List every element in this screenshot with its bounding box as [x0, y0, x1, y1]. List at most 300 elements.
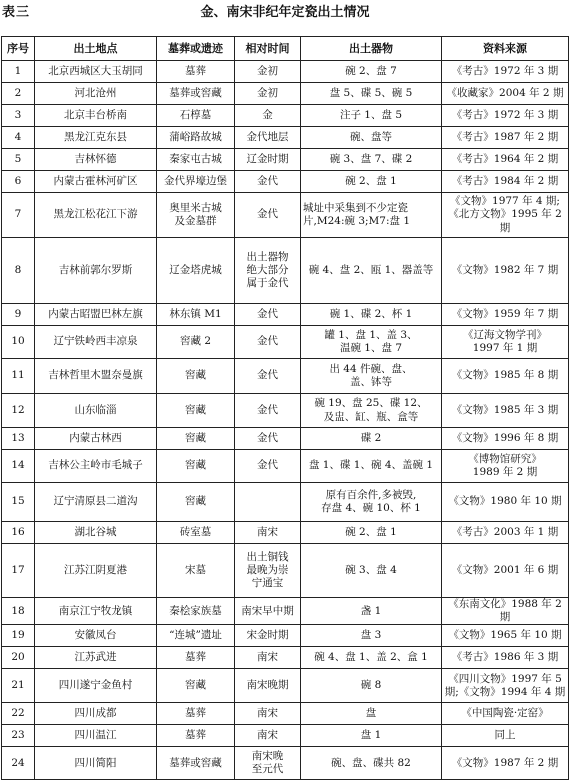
cell-location-text: 四川简阳 [74, 756, 117, 769]
cell-period-text: 南宋早中期 [241, 604, 294, 617]
cell-site [157, 703, 235, 725]
cell-site [157, 428, 235, 450]
cell-source [442, 83, 569, 105]
cell-no [2, 105, 35, 127]
cell-no-text: 15 [11, 495, 25, 508]
cell-items-text: 盘 5、碟 5、碗 5 [329, 86, 413, 99]
cell-no-text: 19 [11, 629, 25, 642]
cell-items [301, 193, 442, 238]
cell-period [235, 83, 301, 105]
cell-site [157, 544, 235, 598]
cell-source-text: 《文物》2001 年 6 期 [451, 563, 559, 576]
cell-source-text: 《文物》1987 年 2 期 [451, 756, 559, 769]
cell-source-text: 《四川文物》1997 年 5 期;《文物》1994 年 4 期 [444, 672, 566, 698]
cell-site-text: 秦桧家族墓 [169, 604, 222, 617]
cell-source [442, 326, 569, 359]
cell-location-text: 四川温江 [74, 729, 117, 742]
cell-source [442, 669, 569, 703]
cell-site-text: 砖室墓 [179, 525, 212, 538]
cell-source [442, 428, 569, 450]
cell-items-text: 碗 4、盘 1、盖 2、盒 1 [314, 651, 428, 664]
table-row [2, 238, 569, 304]
cell-items-text: 碗、盘等 [350, 130, 392, 143]
cell-site-text: 辽金塔虎城 [169, 263, 222, 276]
cell-period-text: 金代 [257, 403, 278, 416]
cell-items [301, 428, 442, 450]
cell-no [2, 647, 35, 669]
cell-location-text: 南京江宁牧龙镇 [58, 604, 133, 617]
cell-items [301, 171, 442, 193]
cell-site-text: 金代界壕边堡 [164, 174, 227, 187]
cell-location [35, 647, 157, 669]
cell-site [157, 61, 235, 83]
table-row [2, 326, 569, 359]
cell-no-text: 17 [11, 563, 25, 576]
cell-source-text: 《博物馆研究》 1989 年 2 期 [468, 452, 542, 478]
cell-site [157, 105, 235, 127]
cell-source [442, 359, 569, 394]
cell-source-text: 《文物》1980 年 10 期 [448, 495, 562, 508]
cell-site-text: 墓葬 [185, 651, 206, 664]
cell-location [35, 483, 157, 522]
cell-no [2, 304, 35, 326]
data-table [1, 36, 569, 780]
cell-site-text: “连城”遗址 [169, 629, 222, 642]
cell-period [235, 149, 301, 171]
cell-site-text: 窖藏 [185, 459, 206, 472]
cell-no-text: 3 [14, 108, 22, 121]
cell-items-text: 城址中采集到不少定瓷片,M24:碗 3;M7:盘 1 [303, 201, 411, 227]
cell-site [157, 193, 235, 238]
cell-source-text: 《文物》1985 年 8 期 [451, 369, 559, 382]
cell-no [2, 326, 35, 359]
cell-items [301, 304, 442, 326]
cell-site-text: 窖藏 [185, 495, 206, 508]
cell-no [2, 747, 35, 780]
cell-site [157, 450, 235, 483]
cell-location-text: 吉林怀德 [74, 152, 117, 165]
cell-source [442, 450, 569, 483]
cell-period [235, 647, 301, 669]
cell-site [157, 483, 235, 522]
cell-site-text: 奥里米古城 及金墓群 [169, 201, 222, 227]
cell-site-text: 墓葬或窖藏 [169, 756, 222, 769]
cell-items-text: 碗 8 [360, 679, 382, 692]
cell-source [442, 304, 569, 326]
table-label: 表三 [2, 5, 31, 20]
cell-items [301, 647, 442, 669]
cell-no-text: 11 [11, 369, 25, 382]
table-row [2, 647, 569, 669]
cell-location-text: 河北沧州 [74, 86, 117, 99]
cell-no [2, 359, 35, 394]
cell-site-text: 蒲峪路故城 [169, 130, 222, 143]
cell-no-text: 1 [14, 64, 22, 77]
table-row [2, 149, 569, 171]
cell-period-text: 南宋 [257, 707, 278, 720]
cell-site [157, 598, 235, 625]
cell-items [301, 83, 442, 105]
cell-items [301, 625, 442, 647]
cell-items [301, 61, 442, 83]
cell-items-text: 盘 1、碟 1、碗 4、盖碗 1 [308, 459, 434, 472]
cell-items-text: 碗 1、碟 2、杯 1 [329, 307, 413, 320]
cell-no-text: 10 [11, 335, 25, 348]
cell-items [301, 669, 442, 703]
cell-period [235, 544, 301, 598]
column-header-no: 序号 [2, 37, 35, 61]
cell-period-text: 南宋晚期 [246, 679, 289, 692]
cell-period [235, 359, 301, 394]
cell-items-text: 盘 1 [360, 729, 382, 742]
cell-location [35, 326, 157, 359]
table-row [2, 127, 569, 149]
cell-no [2, 193, 35, 238]
cell-source-text: 《辽海文物学刊》 1997 年 1 期 [463, 328, 547, 354]
cell-source [442, 544, 569, 598]
table-row [2, 669, 569, 703]
table-row [2, 105, 569, 127]
cell-source-text: 《考古》2003 年 1 期 [451, 525, 559, 538]
cell-items [301, 394, 442, 428]
cell-source-text: 《中国陶瓷·定窑》 [461, 707, 549, 720]
cell-items [301, 598, 442, 625]
cell-location-text: 安徽凤台 [74, 629, 117, 642]
cell-site [157, 171, 235, 193]
cell-site [157, 647, 235, 669]
cell-site [157, 359, 235, 394]
cell-no-text: 23 [11, 729, 25, 742]
cell-site-text: 墓葬 [185, 707, 206, 720]
cell-no-text: 8 [14, 263, 22, 276]
cell-period-text: 南宋 [257, 651, 278, 664]
cell-period [235, 171, 301, 193]
cell-source [442, 703, 569, 725]
table-row [2, 522, 569, 544]
cell-no-text: 9 [14, 307, 22, 320]
cell-no [2, 522, 35, 544]
cell-period [235, 703, 301, 725]
cell-items-text: 注子 1、盘 5 [339, 108, 403, 121]
cell-location [35, 669, 157, 703]
cell-source-text: 《文物》1977 年 4 期; 《北方文物》1995 年 2 期 [448, 195, 562, 234]
cell-items-text: 碟 2 [360, 431, 382, 444]
cell-source [442, 171, 569, 193]
table-row [2, 544, 569, 598]
cell-items [301, 544, 442, 598]
cell-site [157, 127, 235, 149]
cell-period-text: 金代 [257, 174, 278, 187]
cell-location [35, 450, 157, 483]
cell-period [235, 326, 301, 359]
cell-site [157, 394, 235, 428]
cell-period [235, 105, 301, 127]
cell-site-text: 墓葬 [185, 729, 206, 742]
cell-location [35, 83, 157, 105]
table-row [2, 598, 569, 625]
cell-source [442, 238, 569, 304]
cell-source [442, 193, 569, 238]
cell-items [301, 483, 442, 522]
cell-source-text: 《文物》1965 年 10 期 [448, 629, 562, 642]
cell-no-text: 14 [11, 459, 25, 472]
cell-no-text: 18 [11, 604, 25, 617]
cell-location [35, 544, 157, 598]
cell-site [157, 326, 235, 359]
cell-no [2, 171, 35, 193]
cell-items-text: 碗、盘、碟共 82 [331, 756, 411, 769]
cell-source-text: 《考古》1972 年 3 期 [451, 108, 559, 121]
cell-items [301, 359, 442, 394]
cell-items [301, 326, 442, 359]
cell-site [157, 669, 235, 703]
cell-no-text: 21 [11, 679, 25, 692]
cell-location-text: 吉林前郭尔罗斯 [58, 263, 133, 276]
cell-location-text: 四川遂宁金鱼村 [58, 679, 133, 692]
cell-no-text: 6 [14, 174, 22, 187]
cell-location-text: 辽宁清原县二道沟 [53, 495, 138, 508]
cell-location [35, 238, 157, 304]
cell-items [301, 703, 442, 725]
table-row [2, 747, 569, 780]
cell-period [235, 669, 301, 703]
cell-source [442, 725, 569, 747]
cell-period-text: 金代 [257, 307, 278, 320]
cell-source [442, 647, 569, 669]
column-header-location: 出土地点 [35, 37, 157, 61]
cell-no [2, 428, 35, 450]
cell-location-text: 湖北谷城 [74, 525, 117, 538]
cell-location [35, 598, 157, 625]
cell-site [157, 149, 235, 171]
cell-no-text: 20 [11, 651, 25, 664]
cell-location [35, 304, 157, 326]
cell-location [35, 127, 157, 149]
cell-no [2, 127, 35, 149]
cell-period [235, 127, 301, 149]
cell-no-text: 24 [11, 756, 25, 769]
cell-no [2, 703, 35, 725]
table-row [2, 725, 569, 747]
cell-no-text: 13 [11, 431, 25, 444]
cell-no-text: 4 [14, 130, 22, 143]
cell-period-text: 金代 [257, 208, 278, 221]
cell-location-text: 黑龙江松花江下游 [53, 208, 138, 221]
cell-source [442, 127, 569, 149]
table-row [2, 483, 569, 522]
cell-source-text: 《文物》1996 年 8 期 [451, 431, 559, 444]
cell-source [442, 522, 569, 544]
cell-source-text: 《考古》1986 年 3 期 [451, 651, 559, 664]
cell-period [235, 747, 301, 780]
cell-items [301, 725, 442, 747]
cell-no [2, 394, 35, 428]
cell-source [442, 483, 569, 522]
cell-site-text: 窖藏 [185, 431, 206, 444]
cell-items-text: 盏 1 [360, 604, 382, 617]
cell-site-text: 宋墓 [185, 563, 206, 576]
table-row [2, 703, 569, 725]
cell-location [35, 171, 157, 193]
cell-site [157, 83, 235, 105]
cell-site-text: 墓葬或窖藏 [169, 86, 222, 99]
cell-no-text: 5 [14, 152, 22, 165]
table-title: 金、南宋非纪年定瓷出土情况 [200, 5, 370, 20]
cell-source-text: 《东南文化》1988 年 2 期 [448, 598, 562, 624]
table-row [2, 83, 569, 105]
cell-items [301, 105, 442, 127]
cell-no [2, 544, 35, 598]
cell-items-text: 碗 2、盘 1 [345, 525, 397, 538]
cell-site-text: 窖藏 2 [179, 335, 212, 348]
cell-period-text: 金代 [257, 431, 278, 444]
cell-location-text: 山东临淄 [74, 403, 117, 416]
cell-period [235, 522, 301, 544]
cell-period [235, 428, 301, 450]
cell-period [235, 61, 301, 83]
cell-source-text: 《文物》1959 年 7 期 [451, 307, 559, 320]
cell-site-text: 窖藏 [185, 369, 206, 382]
cell-no-text: 7 [14, 208, 22, 221]
column-header-period: 相对时间 [235, 37, 301, 61]
cell-period-text: 金代 [257, 335, 278, 348]
cell-period-text: 出土器物 绝大部分 属于金代 [246, 250, 289, 290]
cell-items-text: 罐 1、盘 1、盖 3、 温碗 1、盘 7 [324, 328, 418, 354]
cell-source-text: 同上 [494, 729, 516, 742]
cell-location-text: 内蒙古林西 [69, 431, 122, 444]
cell-items [301, 127, 442, 149]
cell-source-text: 《文物》1985 年 3 期 [451, 403, 559, 416]
cell-location-text: 北京西城区大玉胡同 [48, 64, 143, 77]
cell-location [35, 428, 157, 450]
cell-period-text: 金代 [257, 369, 278, 382]
table-body [2, 61, 569, 780]
cell-site [157, 725, 235, 747]
cell-items [301, 522, 442, 544]
table-row [2, 193, 569, 238]
cell-source-text: 《考古》1987 年 2 期 [451, 130, 559, 143]
table-row [2, 171, 569, 193]
cell-source [442, 747, 569, 780]
cell-source-text: 《考古》1964 年 2 期 [451, 152, 559, 165]
cell-location [35, 725, 157, 747]
cell-source-text: 《考古》1984 年 2 期 [451, 174, 559, 187]
cell-source [442, 149, 569, 171]
cell-location [35, 394, 157, 428]
cell-no [2, 450, 35, 483]
table-row [2, 625, 569, 647]
cell-period-text: 出土铜钱 最晚为崇 宁通宝 [246, 550, 289, 590]
cell-source [442, 61, 569, 83]
cell-items-text: 碗 2、盘 1 [345, 174, 397, 187]
cell-items-text: 盘 [365, 707, 377, 720]
cell-location [35, 703, 157, 725]
cell-location-text: 辽宁铁岭西丰凉泉 [53, 335, 138, 348]
cell-no-text: 2 [14, 86, 22, 99]
cell-source [442, 598, 569, 625]
cell-no [2, 625, 35, 647]
cell-items [301, 238, 442, 304]
cell-items [301, 747, 442, 780]
cell-items-text: 碗 19、盘 25、碟 12、 及盅、缸、瓶、盒等 [314, 397, 428, 423]
cell-location-text: 北京丰台桥南 [64, 108, 127, 121]
table-row [2, 394, 569, 428]
cell-period [235, 238, 301, 304]
cell-site [157, 238, 235, 304]
cell-location-text: 内蒙古霍林河矿区 [53, 174, 138, 187]
cell-location [35, 625, 157, 647]
cell-period [235, 450, 301, 483]
cell-no [2, 149, 35, 171]
cell-period [235, 725, 301, 747]
cell-source-text: 《文物》1982 年 7 期 [451, 263, 559, 276]
cell-period-text: 宋金时期 [246, 629, 289, 642]
cell-site-text: 林东镇 M1 [169, 307, 222, 320]
cell-period-text: 南宋 [257, 525, 278, 538]
cell-items-text: 出 44 件碗、盘、 盖、钵等 [329, 362, 413, 388]
cell-period [235, 598, 301, 625]
cell-site-text: 石椁墓 [179, 108, 212, 121]
cell-period [235, 394, 301, 428]
cell-location-text: 江苏江阴夏港 [64, 563, 127, 576]
cell-location [35, 105, 157, 127]
cell-location-text: 黑龙江克东县 [64, 130, 127, 143]
cell-items [301, 450, 442, 483]
cell-location-text: 四川成都 [74, 707, 117, 720]
cell-period [235, 193, 301, 238]
cell-location-text: 吉林公主岭市毛城子 [48, 459, 143, 472]
cell-source [442, 105, 569, 127]
cell-source [442, 625, 569, 647]
cell-items-text: 碗 3、盘 7、碟 2 [329, 152, 413, 165]
cell-no [2, 61, 35, 83]
table-row [2, 359, 569, 394]
cell-site [157, 625, 235, 647]
cell-items-text: 碗 3、盘 4 [345, 563, 397, 576]
cell-site [157, 522, 235, 544]
cell-no-text: 22 [11, 707, 25, 720]
cell-location [35, 61, 157, 83]
cell-items [301, 149, 442, 171]
cell-period-text: 金代 [257, 459, 278, 472]
cell-site [157, 304, 235, 326]
cell-location [35, 359, 157, 394]
cell-items-text: 碗 2、盘 7 [345, 64, 397, 77]
table-row [2, 304, 569, 326]
cell-no [2, 83, 35, 105]
cell-period-text: 南宋晚 至元代 [251, 750, 284, 776]
cell-period-text: 金初 [257, 86, 278, 99]
header-row [2, 37, 569, 61]
cell-period-text: 金代地层 [246, 130, 289, 143]
cell-site-text: 秦家屯古城 [169, 152, 222, 165]
cell-no [2, 483, 35, 522]
cell-items-text: 盘 3 [360, 629, 382, 642]
cell-location-text: 吉林哲里木盟奈曼旗 [48, 369, 143, 382]
cell-site-text: 墓葬 [185, 64, 206, 77]
table-row [2, 450, 569, 483]
cell-source-text: 《收藏家》2004 年 2 期 [446, 86, 564, 99]
cell-no [2, 669, 35, 703]
cell-no [2, 725, 35, 747]
cell-period [235, 483, 301, 522]
cell-no-text: 16 [11, 525, 25, 538]
cell-location [35, 149, 157, 171]
cell-location [35, 193, 157, 238]
table-row [2, 61, 569, 83]
column-header-site: 墓葬或遗迹 [157, 37, 235, 61]
cell-items-text: 原有百余件,多被毁, 存盘 4、碗 10、杯 1 [321, 488, 421, 514]
